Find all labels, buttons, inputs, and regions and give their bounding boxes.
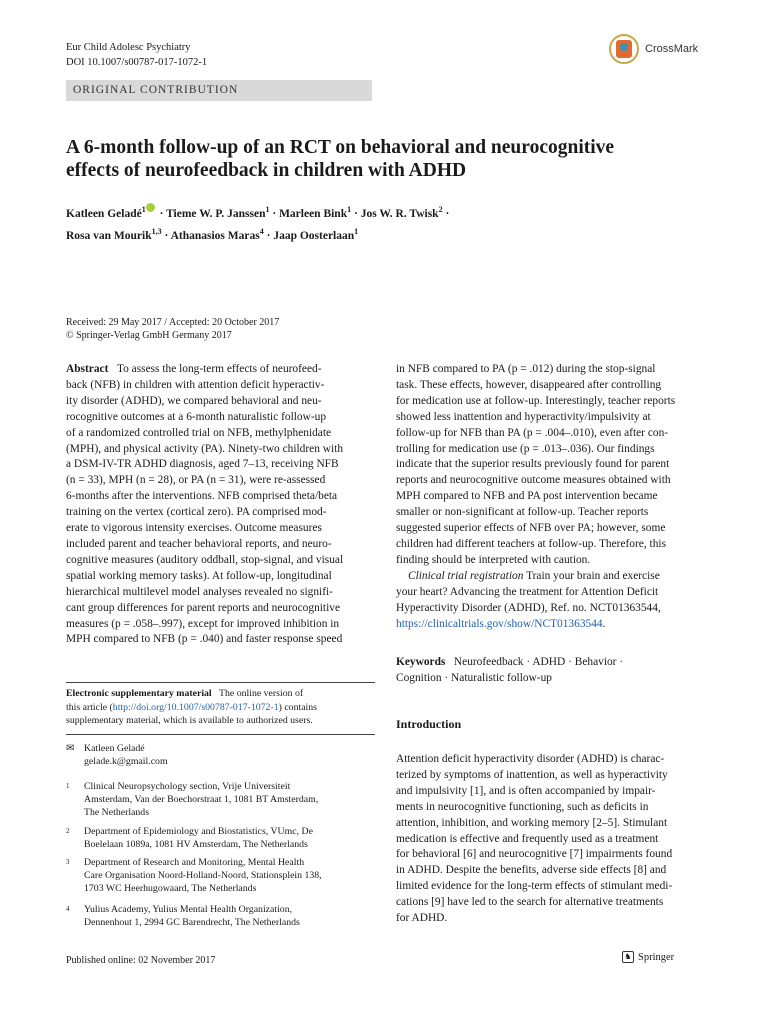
text-line: attention, inhibition, and working memory [2–5]. Stimulant xyxy=(396,816,668,829)
affiliation: 4 Yulius Academy, Yulius Mental Health Organization, Dennenhout 1, 2994 GC Barendrecht, The Netherlands xyxy=(66,904,300,928)
text-line: follow-up for NFB than PA (p = .004–.010), even after con- xyxy=(396,426,669,439)
crossmark-label: CrossMark xyxy=(645,43,699,55)
springer-horse-icon: ♞ xyxy=(622,951,634,963)
doi-text: DOI 10.1007/s00787-017-1072-1 xyxy=(66,57,208,68)
published-date: Published online: 02 November 2017 xyxy=(66,955,216,966)
author-name[interactable]: Marleen Bink xyxy=(279,207,348,220)
text-line: limited evidence for the long-term effects of stimulant medi- xyxy=(396,880,673,893)
esm-link[interactable]: http://doi.org/10.1007/s00787-017-1072-1 xyxy=(112,701,279,713)
correspondence: ✉ Katleen Geladé gelade.k@gmail.com xyxy=(66,743,168,767)
author-list: Katleen Geladé$^1$ · Tieme W. P. Janssen$^1$ · Marleen Bink$^1$ · Jos W. R. Twisk$^2$ · Rosa van Mourik$^{1,3}$ · Athanasios Maras$^4$ · Jaap Oosterlaan$^1$ xyxy=(66,205,450,242)
keywords: Keywords Neurofeedback · ADHD · Behavior · Cognition · Naturalistic follow-up xyxy=(396,656,624,684)
title-line: A 6-month follow-up of an RCT on behavioral and neurocognitive xyxy=(66,137,615,158)
journal-name: Eur Child Adolesc Psychiatry xyxy=(66,42,191,53)
text-line: ity disorder (ADHD), we compared behavioral and neu- xyxy=(66,394,322,407)
text-line: rocognitive outcomes at a 6-month naturalistic follow-up xyxy=(66,410,327,423)
author-name[interactable]: Katleen Geladé xyxy=(66,207,142,220)
text-line: Abstract To assess the long-term effects of neurofeed- xyxy=(66,363,322,375)
text-line: cations [9] have led to the search for alternative treatments xyxy=(396,896,664,909)
author-name[interactable]: Jos W. R. Twisk xyxy=(360,207,439,220)
divider xyxy=(66,734,375,735)
keywords-label: Keywords xyxy=(396,656,446,668)
text-line: MPH compared to NFB and PA post intervention became xyxy=(396,490,658,503)
author-name[interactable]: Tieme W. P. Janssen xyxy=(166,207,266,220)
text-line: trolling for medication use (p = .013–.036). Our findings xyxy=(396,442,655,455)
text-line: MPH compared to NFB (p = .040) and faster response speed xyxy=(66,633,343,646)
author-name[interactable]: Jaap Oosterlaan xyxy=(273,229,355,242)
copyright-text: © Springer-Verlag GmbH Germany 2017 xyxy=(66,330,232,341)
text-line: indicate that the superior results previously found for parent xyxy=(396,458,670,471)
text-line: showed less inattention and hyperactivity/impulsivity at xyxy=(396,410,651,423)
text-line: Attention deficit hyperactivity disorder (ADHD) is charac- xyxy=(396,753,665,765)
article-title xyxy=(66,136,706,182)
affiliation: 3 Department of Research and Monitoring, Mental Health Care Organisation Noord-Holland-Noord, Stationsplein 138, 1703 WC Heerhugowaard, The Netherlands xyxy=(66,857,322,894)
crossmark-badge[interactable] xyxy=(609,33,709,65)
title-line: effects of neurofeedback in children with ADHD xyxy=(66,160,467,181)
esm-note: Electronic supplementary material The online version of this article (http://doi.org/10.1007/s00787-017-1072-1) contains supplementary material, which is available to authorized users. xyxy=(66,688,317,726)
text-line: smaller or non-significant at follow-up. Teacher reports xyxy=(396,506,649,519)
received-dates xyxy=(66,316,279,342)
text-line: spatial working memory tasks). At follow-up, longitudinal xyxy=(66,569,332,582)
trial-registration: Clinical trial registration Train your brain and exercise xyxy=(408,569,660,582)
text-line: 6-months after the interventions. NFB comprised theta/beta xyxy=(66,490,338,503)
text-line: and impulsivity [1], and is often accompanied by impair- xyxy=(396,784,656,797)
text-line: training on the vertex (cortical zero). PA comprised mod- xyxy=(66,506,327,519)
text-line: ments in neurocognitive functioning, such as deficits in xyxy=(396,800,649,813)
trial-link[interactable]: https://clinicaltrials.gov/show/NCT01363544 xyxy=(396,617,603,630)
text-line: for medication use at follow-up. Interestingly, teacher reports xyxy=(396,394,676,407)
text-line: included parent and teacher behavioral reports, and neuro- xyxy=(66,537,332,550)
text-line: reports and neurocognitive outcome measures obtained with xyxy=(396,474,671,487)
introduction-body xyxy=(396,752,702,927)
text-line: (n = 33), MPH (n = 28), or PA (n = 31), were re-assessed xyxy=(66,474,326,487)
text-line: medication is effective and frequently used as a treatment xyxy=(396,832,659,845)
publisher-name: Springer xyxy=(638,951,675,963)
text-line: measures (p = .058–.997), except for improved inhibition in xyxy=(66,617,340,630)
esm-label: Electronic supplementary material xyxy=(66,688,212,699)
text-line: finding should be interpreted with caution. xyxy=(396,553,591,566)
text-line: cognitive measures (auditory oddball, stop-signal, and visual xyxy=(66,553,344,566)
abstract-right: in NFB compared to PA (p = .012) during the stop-signal task. These effects, however, disappeared after controlling for medication use at follow-up. Interestingly, teacher reports showed less inattention and hyperactivity/impulsivity at follow-up for NFB than PA (p = .004–.010), even after con- trolling for medication use (p = .013–.036). Our findings indicate that the superior results previously found for parent reports and neurocognitive outcome measures obtained with MPH compared to NFB and PA post intervention became smaller or non-significant at follow-up. Teacher reports suggested superior effects of NFB over PA; however, some children had different teachers at follow-up. Therefore, this finding should be interpreted with caution. Clinical trial registration Train your brain and exercise your heart? Advancing the treatment for Attention Deficit Hyperactivity Disorder (ADHD), Ref. no. NCT01363544, https://clinicaltrials.gov/show/NCT01363544. xyxy=(396,362,702,632)
divider xyxy=(66,682,375,683)
envelope-icon: ✉ xyxy=(66,743,75,754)
text-line: cant group differences for parent reports and neurocognitive xyxy=(66,601,341,614)
orcid-icon[interactable] xyxy=(146,203,155,212)
journal-header xyxy=(66,40,207,70)
abstract-label: Abstract xyxy=(66,363,109,375)
affiliation: 1 Clinical Neuropsychology section, Vrije Universiteit Amsterdam, Van der Boechorstraat 1, 1081 BT Amsterdam, The Netherlands xyxy=(66,781,319,818)
text-line: suggested superior effects of NFB over PA; however, some xyxy=(396,522,666,535)
email-link[interactable]: gelade.k@gmail.com xyxy=(84,756,168,767)
text-line: erate to vigorous intensity exercises. Outcome measures xyxy=(66,522,322,535)
text-line: for behavioral [6] and neurocognitive [7] impairments found xyxy=(396,848,673,861)
publisher-logo xyxy=(622,951,674,963)
text-line: terized by symptoms of inattention, as well as hyperactivity xyxy=(396,768,668,781)
author-name[interactable]: Rosa van Mourik xyxy=(66,229,152,242)
text-line: task. These effects, however, disappeared after controlling xyxy=(396,378,662,391)
text-line: children had different teachers at follow-up. Therefore, this xyxy=(396,537,666,550)
text-line: for ADHD. xyxy=(396,912,448,925)
section-heading: Introduction xyxy=(396,717,462,731)
text-line: of a randomized controlled trial on NFB, methylphenidate xyxy=(66,426,332,439)
text-line: hierarchical multilevel model analyses revealed no signifi- xyxy=(66,585,333,598)
text-line: a DSM-IV-TR ADHD diagnosis, aged 7–13, receiving NFB xyxy=(66,458,339,471)
author-name[interactable]: Athanasios Maras xyxy=(170,229,260,242)
affiliation: 2 Department of Epidemiology and Biostatistics, VUmc, De Boelelaan 1089a, 1081 HV Amsterdam, The Netherlands xyxy=(66,826,313,850)
text-line: in NFB compared to PA (p = .012) during the stop-signal xyxy=(396,363,656,375)
text-line: back (NFB) in children with attention deficit hyperactiv- xyxy=(66,378,325,391)
crossmark-icon xyxy=(609,34,639,64)
text-line: in ADHD. Despite the benefits, adverse side effects [8] and xyxy=(396,864,667,877)
article-type-band: ORIGINAL CONTRIBUTION xyxy=(66,80,372,101)
trial-label: Clinical trial registration xyxy=(408,569,524,582)
abstract-left xyxy=(66,362,375,648)
received-text: Received: 29 May 2017 / Accepted: 20 October 2017 xyxy=(66,317,280,328)
text-line: (MPH), and physical activity (PA). Ninety-two children with xyxy=(66,442,344,455)
